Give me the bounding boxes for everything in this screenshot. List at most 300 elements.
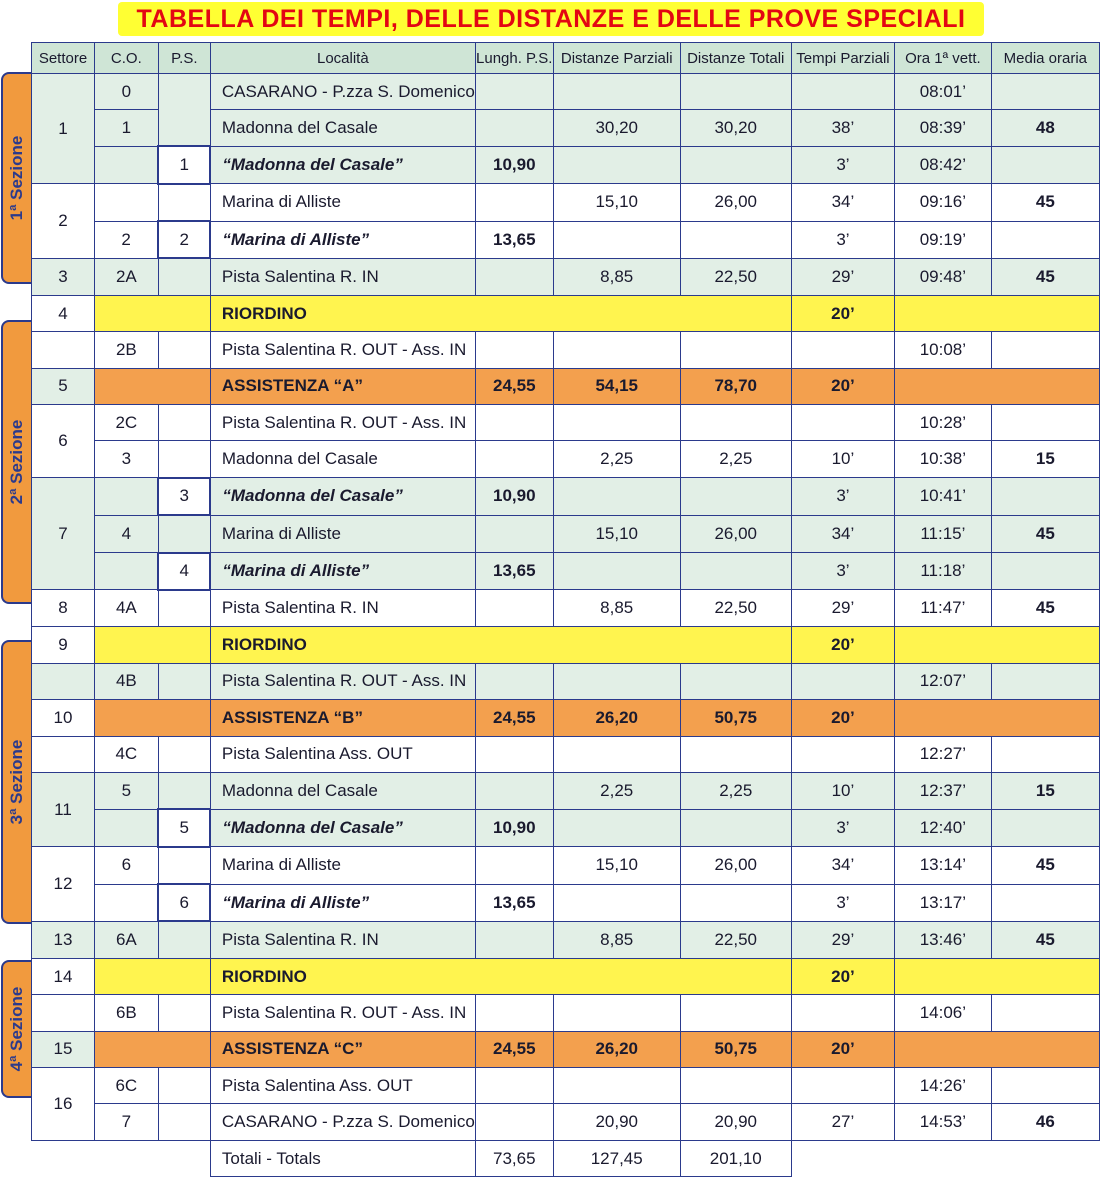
cell-lungh: 24,55 [475,700,553,736]
cell-media: 15 [991,772,1099,809]
table-row [32,258,1100,295]
cell-co: 6A [95,921,159,958]
cell-dt: 50,75 [680,1031,791,1067]
cell-dp [553,884,680,921]
cell-ora: 12:27’ [895,736,992,772]
cell-dt [680,736,791,772]
cell-ora: 08:42’ [895,146,992,183]
cell-ps [158,995,210,1031]
cell-dt [680,884,791,921]
cell-localita: CASARANO - P.zza S. Domenico [210,74,475,110]
cell-tp: 29’ [791,258,894,295]
cell-co: 0 [95,74,159,110]
cell-tp: 3’ [791,809,894,846]
table-row [32,809,1100,846]
cell-lungh [475,1104,553,1140]
cell-settore: 16 [32,1068,95,1141]
cell-ora: 10:41’ [895,478,992,515]
cell-dt [680,809,791,846]
cell-co: 7 [95,1104,159,1140]
cell-ps [158,590,210,627]
cell-tp: 20’ [791,368,894,404]
header-lungh: Lungh. P.S. [475,43,553,74]
cell-lungh: 24,55 [475,1031,553,1067]
cell-dt: 26,00 [680,515,791,552]
cell-dt [680,1068,791,1104]
cell-tp: 20’ [791,627,894,663]
cell-dt [680,405,791,441]
cell-ora: 09:16’ [895,184,992,221]
table-row [32,332,1100,368]
cell-empty [895,368,1100,404]
cell-settore: 12 [32,847,95,922]
cell-lungh [475,441,553,478]
header-ps: P.S. [158,43,210,74]
cell-dp [553,1068,680,1104]
cell-tp: 20’ [791,958,894,994]
timetable [31,42,1100,1177]
cell-lungh: 10,90 [475,478,553,515]
cell-localita: ASSISTENZA “A” [210,368,475,404]
header-tempi-parziali: Tempi Parziali [791,43,894,74]
cell-dp: 8,85 [553,921,680,958]
cell-tp: 3’ [791,553,894,590]
cell-localita: Pista Salentina R. OUT - Ass. IN [210,663,475,699]
cell-lungh [475,663,553,699]
cell-ora: 08:39’ [895,110,992,146]
cell-tp: 38’ [791,110,894,146]
cell-media [991,332,1099,368]
cell-empty [895,700,1100,736]
cell-media [991,221,1099,258]
cell-ps: 4 [158,553,210,590]
cell-media [991,1068,1099,1104]
cell-ps: 5 [158,809,210,846]
table-row [32,921,1100,958]
assistenza-row [32,1031,1100,1067]
cell-empty [895,627,1100,663]
cell-ps [158,1068,210,1104]
cell-localita: Madonna del Casale [210,772,475,809]
cell-tp [791,1068,894,1104]
cell-dt [680,332,791,368]
cell-lungh [475,184,553,221]
cell-ora: 10:38’ [895,441,992,478]
cell-localita: “Marina di Alliste” [210,221,475,258]
section-1-text: 1ª Sezione [7,135,26,221]
cell-lungh [475,332,553,368]
cell-dt [680,663,791,699]
cell-dt: 26,00 [680,184,791,221]
cell-dt [680,553,791,590]
cell-dp: 8,85 [553,258,680,295]
cell-media: 15 [991,441,1099,478]
table-row [32,772,1100,809]
cell-lungh [475,515,553,552]
cell-settore: 3 [32,258,95,295]
cell-co [95,809,159,846]
cell-localita: RIORDINO [210,958,791,994]
cell-ora: 11:15’ [895,515,992,552]
cell-dt [680,995,791,1031]
cell-media [991,884,1099,921]
cell-media [991,74,1099,110]
cell-tp: 10’ [791,441,894,478]
table-row [32,663,1100,699]
cell-ps: 2 [158,221,210,258]
cell-empty [95,295,211,331]
table-title: TABELLA DEI TEMPI, DELLE DISTANZE E DELLE PROVE SPECIALI [136,4,966,33]
cell-media: 48 [991,110,1099,146]
cell-co: 6 [95,847,159,884]
cell-settore: 2 [32,184,95,259]
cell-ora: 09:19’ [895,221,992,258]
cell-ps [158,921,210,958]
cell-dp [553,809,680,846]
cell-ps [158,332,210,368]
cell-empty [895,958,1100,994]
header-co: C.O. [95,43,159,74]
table-row [32,553,1100,590]
cell-lungh: 13,65 [475,221,553,258]
cell-co: 4C [95,736,159,772]
table-row [32,478,1100,515]
totals-dp: 127,45 [553,1140,680,1176]
cell-lungh [475,921,553,958]
cell-localita: CASARANO - P.zza S. Domenico [210,1104,475,1140]
cell-dt: 26,00 [680,847,791,884]
cell-empty [895,295,1100,331]
cell-ps [158,405,210,441]
cell-localita: Pista Salentina R. IN [210,258,475,295]
cell-settore [32,736,95,772]
table-row [32,1104,1100,1140]
cell-co: 2A [95,258,159,295]
cell-ps [158,184,210,221]
table-row [32,74,1100,110]
cell-settore: 1 [32,74,95,184]
header-localita: Località [210,43,475,74]
cell-lungh [475,847,553,884]
cell-ps: 1 [158,146,210,183]
section-3-text: 3ª Sezione [7,739,26,825]
cell-tp: 3’ [791,221,894,258]
cell-settore: 5 [32,368,95,404]
cell-tp: 29’ [791,590,894,627]
totals-dt: 201,10 [680,1140,791,1176]
cell-dp [553,736,680,772]
cell-ora: 10:28’ [895,405,992,441]
table-row [32,847,1100,884]
cell-ora: 10:08’ [895,332,992,368]
totals-row [32,1140,1100,1176]
cell-lungh [475,110,553,146]
cell-empty [895,1031,1100,1067]
cell-tp [791,74,894,110]
cell-settore [32,995,95,1031]
cell-ora: 13:17’ [895,884,992,921]
cell-media: 46 [991,1104,1099,1140]
cell-empty [95,627,211,663]
cell-tp: 3’ [791,478,894,515]
cell-settore: 15 [32,1031,95,1067]
cell-tp: 34’ [791,847,894,884]
cell-localita: “Madonna del Casale” [210,146,475,183]
cell-co [95,884,159,921]
cell-dp: 20,90 [553,1104,680,1140]
table-row [32,405,1100,441]
cell-co [95,553,159,590]
cell-media: 45 [991,184,1099,221]
cell-ps [158,772,210,809]
cell-co: 4 [95,515,159,552]
cell-localita: Madonna del Casale [210,441,475,478]
cell-ora: 09:48’ [895,258,992,295]
cell-dp [553,663,680,699]
cell-localita: Pista Salentina Ass. OUT [210,736,475,772]
cell-co: 4B [95,663,159,699]
cell-lungh: 10,90 [475,146,553,183]
cell-dp: 26,20 [553,700,680,736]
cell-localita: Pista Salentina Ass. OUT [210,1068,475,1104]
cell-dt [680,146,791,183]
cell-ps [158,74,210,147]
cell-lungh [475,258,553,295]
cell-localita: “Madonna del Casale” [210,478,475,515]
table-row [32,441,1100,478]
cell-dt: 20,90 [680,1104,791,1140]
cell-localita: Pista Salentina R. OUT - Ass. IN [210,405,475,441]
cell-lungh: 24,55 [475,368,553,404]
cell-ps [158,515,210,552]
cell-localita: RIORDINO [210,627,791,663]
cell-dp: 15,10 [553,515,680,552]
cell-settore [32,332,95,368]
cell-ps: 6 [158,884,210,921]
cell-empty [95,1031,211,1067]
cell-dp [553,146,680,183]
cell-ora: 11:18’ [895,553,992,590]
cell-dt: 2,25 [680,441,791,478]
cell-tp [791,332,894,368]
table-row [32,1068,1100,1104]
riordino-row [32,958,1100,994]
cell-lungh [475,772,553,809]
table-title-bar [118,2,984,36]
cell-settore: 11 [32,772,95,846]
cell-ps [158,258,210,295]
cell-lungh [475,995,553,1031]
cell-tp [791,405,894,441]
cell-dp: 15,10 [553,184,680,221]
cell-dp [553,995,680,1031]
cell-media: 45 [991,515,1099,552]
cell-ps [158,1104,210,1140]
section-label-1 [1,72,31,284]
cell-media [991,736,1099,772]
cell-empty [95,368,211,404]
cell-co: 6B [95,995,159,1031]
cell-dp [553,74,680,110]
section-label-3 [1,640,31,924]
cell-localita: Marina di Alliste [210,515,475,552]
cell-ora: 12:40’ [895,809,992,846]
cell-dp [553,332,680,368]
cell-dp: 8,85 [553,590,680,627]
cell-dp [553,478,680,515]
cell-tp: 27’ [791,1104,894,1140]
cell-dp [553,553,680,590]
table-row [32,995,1100,1031]
cell-lungh [475,74,553,110]
cell-ps [158,847,210,884]
cell-dp: 2,25 [553,441,680,478]
cell-lungh: 13,65 [475,553,553,590]
cell-dt: 22,50 [680,258,791,295]
cell-media: 45 [991,921,1099,958]
header-dist-parziali: Distanze Parziali [553,43,680,74]
cell-localita: Pista Salentina R. OUT - Ass. IN [210,332,475,368]
cell-tp: 3’ [791,146,894,183]
cell-lungh: 13,65 [475,884,553,921]
table-row [32,736,1100,772]
cell-settore: 13 [32,921,95,958]
cell-settore: 7 [32,478,95,590]
cell-localita: ASSISTENZA “C” [210,1031,475,1067]
cell-tp [791,995,894,1031]
assistenza-row [32,700,1100,736]
cell-dt [680,478,791,515]
cell-settore: 8 [32,590,95,627]
cell-localita: Pista Salentina R. IN [210,590,475,627]
cell-localita: Madonna del Casale [210,110,475,146]
cell-dp: 15,10 [553,847,680,884]
cell-ora: 13:14’ [895,847,992,884]
cell-dt [680,221,791,258]
cell-media [991,809,1099,846]
cell-dt [680,74,791,110]
cell-dp: 30,20 [553,110,680,146]
cell-tp [791,736,894,772]
cell-settore: 9 [32,627,95,663]
totals-label: Totali - Totals [210,1140,475,1176]
section-label-4 [1,960,31,1098]
table-row [32,884,1100,921]
cell-ora: 14:26’ [895,1068,992,1104]
riordino-row [32,295,1100,331]
cell-dp [553,221,680,258]
cell-co: 2C [95,405,159,441]
cell-dt: 78,70 [680,368,791,404]
cell-tp: 20’ [791,700,894,736]
cell-localita: RIORDINO [210,295,791,331]
header-settore: Settore [32,43,95,74]
cell-dt: 2,25 [680,772,791,809]
cell-media: 45 [991,590,1099,627]
cell-media [991,405,1099,441]
header-media: Media oraria [991,43,1099,74]
header-ora: Ora 1ª vett. [895,43,992,74]
cell-localita: Pista Salentina R. OUT - Ass. IN [210,995,475,1031]
cell-settore: 6 [32,405,95,478]
table-row [32,221,1100,258]
cell-settore: 4 [32,295,95,331]
cell-media [991,663,1099,699]
cell-settore: 14 [32,958,95,994]
cell-dt: 50,75 [680,700,791,736]
cell-co [95,184,159,221]
section-4-text: 4ª Sezione [7,986,26,1072]
cell-localita: “Marina di Alliste” [210,884,475,921]
cell-lungh [475,736,553,772]
cell-media: 45 [991,847,1099,884]
cell-media [991,553,1099,590]
cell-dp: 26,20 [553,1031,680,1067]
cell-localita: ASSISTENZA “B” [210,700,475,736]
cell-tp: 34’ [791,184,894,221]
cell-ora: 11:47’ [895,590,992,627]
riordino-row [32,627,1100,663]
cell-ora: 13:46’ [895,921,992,958]
cell-localita: Marina di Alliste [210,847,475,884]
cell-tp: 34’ [791,515,894,552]
cell-empty [32,1140,211,1176]
cell-settore: 10 [32,700,95,736]
cell-co [95,146,159,183]
cell-co: 2 [95,221,159,258]
cell-dt: 22,50 [680,921,791,958]
cell-empty [95,958,211,994]
cell-localita: “Marina di Alliste” [210,553,475,590]
cell-ora: 08:01’ [895,74,992,110]
cell-tp [791,663,894,699]
table-row [32,146,1100,183]
table-row [32,590,1100,627]
cell-lungh: 10,90 [475,809,553,846]
header-dist-totali: Distanze Totali [680,43,791,74]
assistenza-row [32,368,1100,404]
section-label-2 [1,320,31,604]
cell-dt: 30,20 [680,110,791,146]
cell-tp: 20’ [791,295,894,331]
cell-co: 5 [95,772,159,809]
cell-tp: 20’ [791,1031,894,1067]
section-2-text: 2ª Sezione [7,419,26,505]
cell-co: 2B [95,332,159,368]
totals-lungh: 73,65 [475,1140,553,1176]
table-row [32,515,1100,552]
cell-dp: 54,15 [553,368,680,404]
cell-ora: 14:06’ [895,995,992,1031]
cell-media: 45 [991,258,1099,295]
cell-ps [158,663,210,699]
table-row [32,184,1100,221]
cell-lungh [475,405,553,441]
cell-media [991,478,1099,515]
cell-dp [553,405,680,441]
cell-tp: 10’ [791,772,894,809]
header-row [32,43,1100,74]
cell-settore [32,663,95,699]
cell-co [95,478,159,515]
cell-media [991,995,1099,1031]
cell-lungh [475,1068,553,1104]
cell-co: 1 [95,110,159,146]
cell-tp: 3’ [791,884,894,921]
cell-empty [95,700,211,736]
cell-ps [158,441,210,478]
cell-lungh [475,590,553,627]
